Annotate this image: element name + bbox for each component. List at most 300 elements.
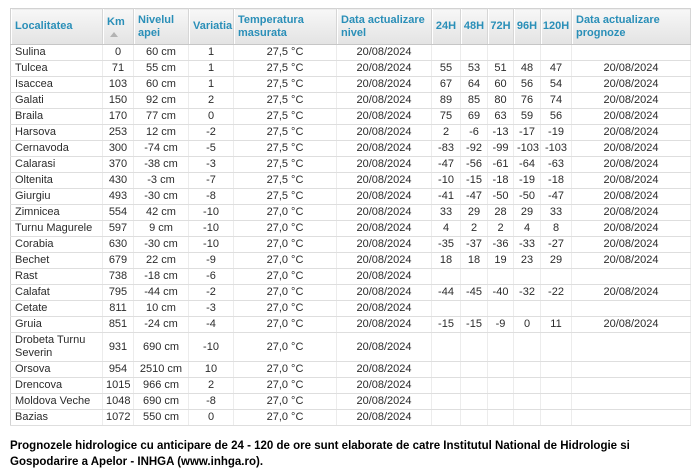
cell-data_nivel: 20/08/2024	[337, 205, 432, 221]
cell-h72: -50	[488, 189, 514, 205]
column-header-label: 72H	[490, 20, 511, 32]
cell-km: 370	[103, 157, 134, 173]
cell-km: 931	[103, 333, 134, 362]
cell-data_prognoze	[572, 333, 691, 362]
column-header-label: 24H	[435, 20, 457, 32]
cell-nivel: 966 cm	[134, 378, 189, 394]
cell-data_nivel: 20/08/2024	[337, 109, 432, 125]
cell-h24: -83	[432, 141, 461, 157]
table-row	[11, 317, 691, 333]
cell-h120	[541, 394, 572, 410]
cell-h120: -18	[541, 173, 572, 189]
cell-km: 1072	[103, 410, 134, 426]
cell-h120	[541, 333, 572, 362]
cell-h72	[488, 269, 514, 285]
cell-data_nivel: 20/08/2024	[337, 253, 432, 269]
cell-loc: Tulcea	[11, 61, 103, 77]
cell-h96: 59	[514, 109, 541, 125]
cell-nivel: 60 cm	[134, 77, 189, 93]
cell-h72: -13	[488, 125, 514, 141]
cell-variatia: 1	[189, 77, 234, 93]
cell-data_prognoze: 20/08/2024	[572, 93, 691, 109]
cell-temp: 27,5 °C	[234, 61, 337, 77]
table-row	[11, 93, 691, 109]
cell-loc: Gruia	[11, 317, 103, 333]
column-header-label: Nivelul apei	[138, 13, 175, 39]
cell-nivel: -44 cm	[134, 285, 189, 301]
cell-loc: Giurgiu	[11, 189, 103, 205]
cell-nivel: 12 cm	[134, 125, 189, 141]
cell-h24: 4	[432, 221, 461, 237]
column-header-variatia[interactable]	[189, 9, 234, 45]
cell-temp: 27,0 °C	[234, 221, 337, 237]
cell-data_nivel: 20/08/2024	[337, 173, 432, 189]
cell-variatia: 1	[189, 45, 234, 61]
cell-h96: -19	[514, 173, 541, 189]
cell-h24	[432, 378, 461, 394]
cell-data_prognoze: 20/08/2024	[572, 125, 691, 141]
cell-data_nivel: 20/08/2024	[337, 301, 432, 317]
cell-h72: -18	[488, 173, 514, 189]
cell-data_prognoze: 20/08/2024	[572, 237, 691, 253]
cell-data_prognoze	[572, 362, 691, 378]
cell-h96	[514, 394, 541, 410]
cell-data_nivel: 20/08/2024	[337, 378, 432, 394]
cell-data_nivel: 20/08/2024	[337, 77, 432, 93]
cell-loc: Harsova	[11, 125, 103, 141]
cell-km: 300	[103, 141, 134, 157]
cell-loc: Cetate	[11, 301, 103, 317]
cell-h96: 76	[514, 93, 541, 109]
cell-data_prognoze	[572, 378, 691, 394]
cell-nivel: 22 cm	[134, 253, 189, 269]
cell-h24	[432, 362, 461, 378]
cell-temp: 27,0 °C	[234, 301, 337, 317]
column-header-temp[interactable]	[234, 9, 337, 45]
cell-h24	[432, 410, 461, 426]
cell-km: 71	[103, 61, 134, 77]
cell-temp: 27,5 °C	[234, 173, 337, 189]
cell-km: 679	[103, 253, 134, 269]
cell-loc: Galati	[11, 93, 103, 109]
cell-data_prognoze: 20/08/2024	[572, 61, 691, 77]
cell-nivel: -30 cm	[134, 189, 189, 205]
cell-h120	[541, 410, 572, 426]
cell-data_nivel: 20/08/2024	[337, 45, 432, 61]
cell-data_prognoze: 20/08/2024	[572, 189, 691, 205]
column-header-h120[interactable]	[541, 9, 572, 45]
cell-h48	[461, 378, 488, 394]
cell-nivel: 690 cm	[134, 333, 189, 362]
cell-km: 811	[103, 301, 134, 317]
cell-h72: -40	[488, 285, 514, 301]
column-header-label: Temperatura masurata	[238, 13, 304, 39]
cell-h72: 60	[488, 77, 514, 93]
cell-variatia: -7	[189, 173, 234, 189]
cell-data_prognoze: 20/08/2024	[572, 77, 691, 93]
cell-temp: 27,5 °C	[234, 157, 337, 173]
cell-h96	[514, 410, 541, 426]
cell-h120: -63	[541, 157, 572, 173]
cell-h120: 33	[541, 205, 572, 221]
column-header-h96[interactable]	[514, 9, 541, 45]
cell-h120	[541, 269, 572, 285]
cell-h96	[514, 362, 541, 378]
cell-data_prognoze: 20/08/2024	[572, 157, 691, 173]
cell-loc: Oltenita	[11, 173, 103, 189]
table-row	[11, 237, 691, 253]
cell-h72	[488, 333, 514, 362]
cell-km: 430	[103, 173, 134, 189]
cell-nivel: -18 cm	[134, 269, 189, 285]
cell-loc: Rast	[11, 269, 103, 285]
cell-h120: 11	[541, 317, 572, 333]
cell-h96: -17	[514, 125, 541, 141]
cell-h48: 69	[461, 109, 488, 125]
cell-h120	[541, 45, 572, 61]
cell-loc: Corabia	[11, 237, 103, 253]
cell-nivel: -74 cm	[134, 141, 189, 157]
cell-variatia: 10	[189, 362, 234, 378]
cell-h48	[461, 362, 488, 378]
cell-h48: 2	[461, 221, 488, 237]
cell-h24	[432, 333, 461, 362]
cell-data_nivel: 20/08/2024	[337, 333, 432, 362]
cell-nivel: -30 cm	[134, 237, 189, 253]
cell-h72: -36	[488, 237, 514, 253]
cell-data_nivel: 20/08/2024	[337, 221, 432, 237]
cell-variatia: -2	[189, 285, 234, 301]
table-body	[11, 45, 691, 426]
table-row	[11, 173, 691, 189]
cell-h72: 63	[488, 109, 514, 125]
cell-h96	[514, 301, 541, 317]
table-row	[11, 269, 691, 285]
cell-nivel: 10 cm	[134, 301, 189, 317]
cell-data_prognoze: 20/08/2024	[572, 205, 691, 221]
cell-temp: 27,0 °C	[234, 394, 337, 410]
table-row	[11, 125, 691, 141]
column-header-h48[interactable]	[461, 9, 488, 45]
cell-h48: 18	[461, 253, 488, 269]
cell-loc: Calarasi	[11, 157, 103, 173]
cell-data_nivel: 20/08/2024	[337, 285, 432, 301]
table-row	[11, 221, 691, 237]
cell-h48	[461, 333, 488, 362]
cell-data_prognoze	[572, 410, 691, 426]
cell-km: 554	[103, 205, 134, 221]
cell-h48: -15	[461, 317, 488, 333]
cell-loc: Moldova Veche	[11, 394, 103, 410]
cell-variatia: -10	[189, 221, 234, 237]
cell-loc: Drobeta Turnu Severin	[11, 333, 103, 362]
cell-h120: -47	[541, 189, 572, 205]
column-header-km[interactable]	[103, 9, 134, 45]
cell-h48: -15	[461, 173, 488, 189]
cell-h24: 33	[432, 205, 461, 221]
cell-h120	[541, 362, 572, 378]
cell-h72	[488, 378, 514, 394]
table-row	[11, 157, 691, 173]
cell-data_nivel: 20/08/2024	[337, 410, 432, 426]
cell-km: 0	[103, 45, 134, 61]
column-header-label: Data actualizare nivel	[341, 13, 425, 39]
cell-data_prognoze: 20/08/2024	[572, 141, 691, 157]
cell-data_prognoze	[572, 301, 691, 317]
cell-variatia: -10	[189, 333, 234, 362]
cell-data_prognoze	[572, 269, 691, 285]
cell-h48	[461, 301, 488, 317]
cell-km: 170	[103, 109, 134, 125]
cell-h120: -19	[541, 125, 572, 141]
column-header-label: 120H	[542, 20, 570, 32]
table-row	[11, 109, 691, 125]
cell-h120: 47	[541, 61, 572, 77]
table-row	[11, 205, 691, 221]
cell-h96: 4	[514, 221, 541, 237]
column-header-loc[interactable]	[11, 9, 103, 45]
cell-h96: -103	[514, 141, 541, 157]
cell-km: 103	[103, 77, 134, 93]
cell-h72: -9	[488, 317, 514, 333]
cell-data_nivel: 20/08/2024	[337, 93, 432, 109]
cell-variatia: 0	[189, 109, 234, 125]
cell-h120	[541, 378, 572, 394]
cell-data_prognoze	[572, 45, 691, 61]
cell-h72: 28	[488, 205, 514, 221]
cell-km: 253	[103, 125, 134, 141]
cell-temp: 27,0 °C	[234, 410, 337, 426]
cell-h120: -22	[541, 285, 572, 301]
cell-h24	[432, 45, 461, 61]
cell-h24: -15	[432, 317, 461, 333]
cell-temp: 27,5 °C	[234, 141, 337, 157]
cell-loc: Cernavoda	[11, 141, 103, 157]
cell-temp: 27,0 °C	[234, 333, 337, 362]
cell-h96	[514, 333, 541, 362]
table-row	[11, 77, 691, 93]
cell-data_nivel: 20/08/2024	[337, 362, 432, 378]
cell-loc: Isaccea	[11, 77, 103, 93]
cell-h72: -99	[488, 141, 514, 157]
cell-variatia: 0	[189, 410, 234, 426]
table-header-row	[11, 9, 691, 45]
table-row	[11, 45, 691, 61]
column-header-label: Localitatea	[15, 20, 73, 32]
cell-data_nivel: 20/08/2024	[337, 141, 432, 157]
cell-h24: 18	[432, 253, 461, 269]
table-row	[11, 394, 691, 410]
cell-data_nivel: 20/08/2024	[337, 394, 432, 410]
cell-temp: 27,5 °C	[234, 125, 337, 141]
cell-h24: -47	[432, 157, 461, 173]
column-header-label: Variatia	[193, 20, 233, 32]
cell-nivel: 60 cm	[134, 45, 189, 61]
cell-h24	[432, 394, 461, 410]
cell-loc: Orsova	[11, 362, 103, 378]
table-row	[11, 141, 691, 157]
cell-h120: 8	[541, 221, 572, 237]
cell-h24: 55	[432, 61, 461, 77]
cell-temp: 27,5 °C	[234, 45, 337, 61]
cell-temp: 27,0 °C	[234, 269, 337, 285]
cell-temp: 27,5 °C	[234, 189, 337, 205]
table-row	[11, 378, 691, 394]
cell-h48	[461, 45, 488, 61]
cell-temp: 27,5 °C	[234, 93, 337, 109]
cell-km: 1048	[103, 394, 134, 410]
cell-data_prognoze	[572, 394, 691, 410]
hydrology-table	[10, 8, 691, 426]
cell-data_nivel: 20/08/2024	[337, 317, 432, 333]
cell-temp: 27,0 °C	[234, 362, 337, 378]
cell-h120: 74	[541, 93, 572, 109]
cell-h24: 89	[432, 93, 461, 109]
cell-variatia: -3	[189, 301, 234, 317]
cell-data_nivel: 20/08/2024	[337, 269, 432, 285]
cell-h24: -35	[432, 237, 461, 253]
cell-data_prognoze: 20/08/2024	[572, 253, 691, 269]
cell-nivel: 55 cm	[134, 61, 189, 77]
cell-h72: 80	[488, 93, 514, 109]
cell-h96: 23	[514, 253, 541, 269]
cell-temp: 27,0 °C	[234, 205, 337, 221]
cell-temp: 27,0 °C	[234, 378, 337, 394]
cell-data_nivel: 20/08/2024	[337, 157, 432, 173]
column-header-label: Data actualizare prognoze	[576, 13, 660, 39]
cell-h24: -44	[432, 285, 461, 301]
cell-loc: Bechet	[11, 253, 103, 269]
cell-h48: -45	[461, 285, 488, 301]
cell-nivel: 550 cm	[134, 410, 189, 426]
table-row	[11, 285, 691, 301]
cell-variatia: -4	[189, 317, 234, 333]
cell-variatia: -6	[189, 269, 234, 285]
cell-loc: Zimnicea	[11, 205, 103, 221]
cell-h96: 0	[514, 317, 541, 333]
table-row	[11, 333, 691, 362]
cell-h48: 85	[461, 93, 488, 109]
column-header-label: 48H	[463, 20, 485, 32]
cell-data_prognoze: 20/08/2024	[572, 173, 691, 189]
cell-h120: -27	[541, 237, 572, 253]
cell-h72	[488, 45, 514, 61]
cell-h72	[488, 301, 514, 317]
cell-temp: 27,0 °C	[234, 317, 337, 333]
cell-nivel: 42 cm	[134, 205, 189, 221]
cell-data_nivel: 20/08/2024	[337, 125, 432, 141]
table-row	[11, 189, 691, 205]
table-row	[11, 410, 691, 426]
cell-h96: 29	[514, 205, 541, 221]
cell-loc: Drencova	[11, 378, 103, 394]
column-header-label: Km	[107, 16, 125, 28]
cell-variatia: -8	[189, 394, 234, 410]
cell-data_nivel: 20/08/2024	[337, 189, 432, 205]
cell-nivel: -38 cm	[134, 157, 189, 173]
cell-h120: 54	[541, 77, 572, 93]
cell-h48	[461, 410, 488, 426]
cell-km: 738	[103, 269, 134, 285]
cell-h96: -64	[514, 157, 541, 173]
cell-h72	[488, 410, 514, 426]
column-header-label: 96H	[516, 20, 538, 32]
cell-temp: 27,0 °C	[234, 285, 337, 301]
cell-h96	[514, 269, 541, 285]
cell-km: 630	[103, 237, 134, 253]
cell-temp: 27,0 °C	[234, 237, 337, 253]
table-row	[11, 253, 691, 269]
cell-variatia: -9	[189, 253, 234, 269]
cell-nivel: 77 cm	[134, 109, 189, 125]
cell-h96: 48	[514, 61, 541, 77]
table-row	[11, 301, 691, 317]
cell-h48: -47	[461, 189, 488, 205]
cell-variatia: -8	[189, 189, 234, 205]
cell-h24: -10	[432, 173, 461, 189]
column-header-nivel[interactable]	[134, 9, 189, 45]
cell-km: 1015	[103, 378, 134, 394]
cell-h24: 75	[432, 109, 461, 125]
cell-h48: 64	[461, 77, 488, 93]
column-header-h72[interactable]	[488, 9, 514, 45]
cell-h120	[541, 301, 572, 317]
column-header-h24[interactable]	[432, 9, 461, 45]
cell-variatia: 2	[189, 93, 234, 109]
cell-nivel: 92 cm	[134, 93, 189, 109]
cell-temp: 27,0 °C	[234, 253, 337, 269]
cell-nivel: -3 cm	[134, 173, 189, 189]
cell-h72: 51	[488, 61, 514, 77]
cell-km: 954	[103, 362, 134, 378]
cell-h48: -37	[461, 237, 488, 253]
cell-km: 493	[103, 189, 134, 205]
cell-h96: -33	[514, 237, 541, 253]
cell-h24: 2	[432, 125, 461, 141]
cell-h96: -50	[514, 189, 541, 205]
cell-loc: Braila	[11, 109, 103, 125]
cell-h120: 29	[541, 253, 572, 269]
cell-loc: Calafat	[11, 285, 103, 301]
cell-km: 150	[103, 93, 134, 109]
cell-variatia: 2	[189, 378, 234, 394]
cell-temp: 27,5 °C	[234, 109, 337, 125]
table-row	[11, 61, 691, 77]
cell-data_prognoze: 20/08/2024	[572, 285, 691, 301]
column-header-data_nivel[interactable]	[337, 9, 432, 45]
cell-h24: 67	[432, 77, 461, 93]
cell-data_nivel: 20/08/2024	[337, 61, 432, 77]
cell-h24: -41	[432, 189, 461, 205]
cell-h72: 19	[488, 253, 514, 269]
cell-nivel: 9 cm	[134, 221, 189, 237]
cell-h24	[432, 269, 461, 285]
cell-h48: 53	[461, 61, 488, 77]
cell-h48: 29	[461, 205, 488, 221]
cell-h96	[514, 378, 541, 394]
cell-data_nivel: 20/08/2024	[337, 237, 432, 253]
cell-h72: -61	[488, 157, 514, 173]
cell-variatia: -2	[189, 125, 234, 141]
cell-variatia: 1	[189, 61, 234, 77]
footer-note: Prognozele hidrologice cu anticipare de 24 - 120 de ore sunt elaborate de catre Institutul National de Hidrologie si Gospodarire a Apelor - INHGA (www.inhga.ro).	[10, 440, 630, 468]
cell-h120: 56	[541, 109, 572, 125]
column-header-data_prognoze[interactable]	[572, 9, 691, 45]
cell-data_prognoze: 20/08/2024	[572, 317, 691, 333]
cell-data_prognoze: 20/08/2024	[572, 109, 691, 125]
cell-nivel: 2510 cm	[134, 362, 189, 378]
cell-loc: Turnu Magurele	[11, 221, 103, 237]
